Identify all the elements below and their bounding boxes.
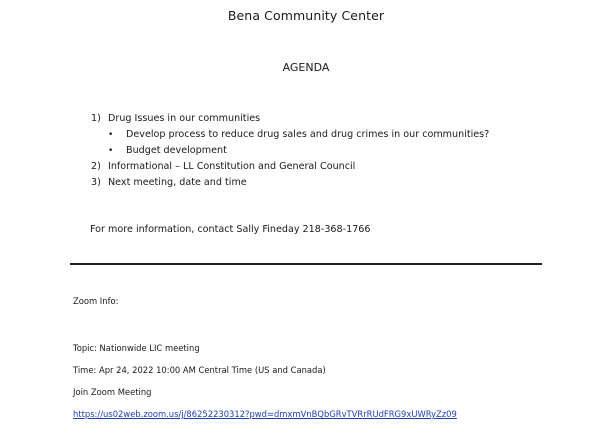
agenda-item-number: 1) <box>91 113 101 124</box>
zoom-info-label: Zoom Info: <box>73 296 119 306</box>
agenda-heading: AGENDA <box>282 61 330 74</box>
agenda-subitem-text: Budget development <box>126 145 227 156</box>
agenda-item-text: Informational – LL Constitution and General Council <box>108 161 356 172</box>
agenda-item-text: Next meeting, date and time <box>108 177 247 188</box>
zoom-join-label: Join Zoom Meeting <box>73 387 152 397</box>
zoom-topic: Topic: Nationwide LIC meeting <box>73 343 200 353</box>
agenda-subitem-text: Develop process to reduce drug sales and drug crimes in our communities? <box>126 129 490 140</box>
bullet-icon: • <box>108 146 114 156</box>
agenda-item-text: Drug Issues in our communities <box>108 113 261 124</box>
horizontal-divider <box>70 263 542 265</box>
agenda-item-number: 3) <box>91 177 101 188</box>
zoom-time: Time: Apr 24, 2022 10:00 AM Central Time (US and Canada) <box>73 365 326 375</box>
page-title: Bena Community Center <box>227 8 385 23</box>
contact-info: For more information, contact Sally Fineday 218-368-1766 <box>90 224 371 235</box>
bullet-icon: • <box>108 130 114 140</box>
agenda-item-3 <box>91 175 247 191</box>
agenda-item-number: 2) <box>91 161 101 172</box>
agenda-subitem-2 <box>108 143 227 159</box>
zoom-meeting-link[interactable]: https://us02web.zoom.us/j/86252230312?pwd=dmxmVnBQbGRvTVRrRUdFRG9xUWRyZz09 <box>73 409 457 419</box>
agenda-item-2 <box>91 159 355 175</box>
agenda-subitem-1 <box>108 127 489 143</box>
agenda-item-1 <box>91 111 260 127</box>
